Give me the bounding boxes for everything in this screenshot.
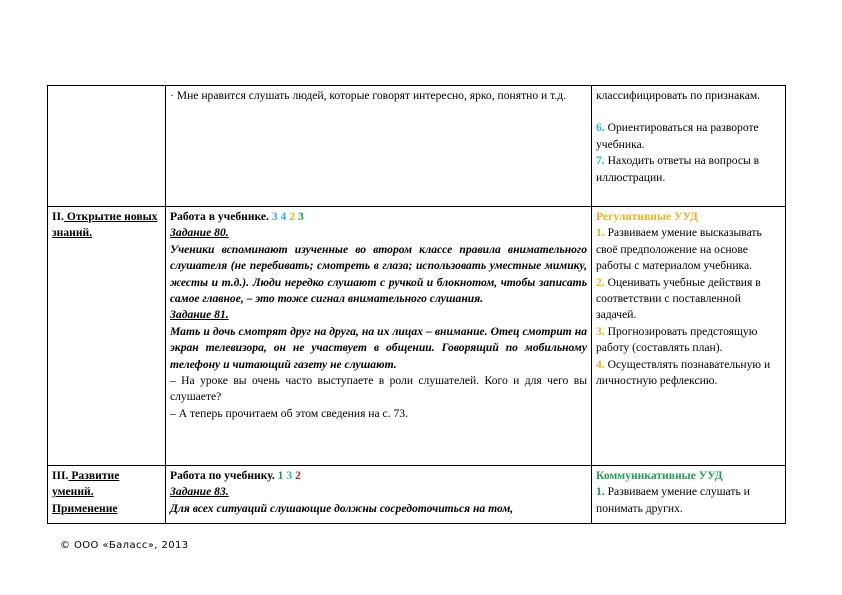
uud-header: Коммуникативные УУД xyxy=(596,469,723,482)
activity-cell xyxy=(166,86,592,207)
work-label: Работа в учебнике. xyxy=(170,210,272,223)
uud-cell xyxy=(592,466,786,524)
table-row xyxy=(48,86,786,207)
task-text: Ученики вспоминают изученные во втором классе правила внимательного слушателя (не перебивать; смотреть в глаза; использовать уместные мимику, жесты и т.д.). Люди нередко слушают с ручкой и блокнотом, чтобы записать самое главное, – это тоже сигнал внимательного слушания. xyxy=(170,242,587,306)
task-title: Задание 81. xyxy=(170,308,229,322)
task-title: Задание 80. xyxy=(170,226,229,240)
uud-cell xyxy=(592,86,786,207)
stage-cell xyxy=(48,466,166,524)
item-text: Прогнозировать предстоящую работу (составлять план). xyxy=(596,324,758,355)
skill-mark: 1 xyxy=(277,469,284,482)
table-row xyxy=(48,207,786,466)
activity-cell xyxy=(166,207,592,466)
item-number: 7. xyxy=(596,154,605,168)
statement-text: · Мне нравится слушать людей, которые говорят интересно, ярко, понятно и т.д. xyxy=(170,89,567,102)
skill-mark: 2 xyxy=(289,210,296,223)
table-row xyxy=(48,466,786,524)
stage-title xyxy=(52,209,161,242)
skill-mark: 3 xyxy=(271,210,278,223)
uud-item xyxy=(596,120,781,153)
item-text: Развиваем умение слушать и понимать других. xyxy=(596,485,750,515)
uud-cell xyxy=(592,207,786,466)
task-text: Для всех ситуаций слушающие должны сосредоточиться на том, xyxy=(170,501,514,515)
question-text: – На уроке вы очень часто выступаете в роли слушателей. Кого и для чего вы слушаете? xyxy=(170,374,587,404)
skill-mark: 3 xyxy=(286,469,293,482)
skill-mark: 2 xyxy=(295,469,301,482)
item-number: 2. xyxy=(596,275,605,289)
item-text: Находить ответы на вопросы в иллюстрации. xyxy=(596,154,760,184)
item-number: 1. xyxy=(596,226,605,240)
work-label: Работа по учебнику. xyxy=(170,469,278,482)
item-number: 6. xyxy=(596,121,605,135)
uud-line: классифицировать по признакам. xyxy=(596,89,761,102)
uud-item xyxy=(596,275,781,324)
uud-item xyxy=(596,153,781,186)
stage-number: III. xyxy=(52,469,69,482)
stage-name: Развитие умений. Применение xyxy=(52,469,120,515)
item-number: 3. xyxy=(596,324,605,338)
stage-number: II. xyxy=(52,210,64,223)
uud-item xyxy=(596,357,781,390)
item-text: Оценивать учебные действия в соответствии с поставленной задачей. xyxy=(596,275,761,322)
uud-item xyxy=(596,484,781,517)
item-number: 1. xyxy=(596,485,605,499)
lesson-plan-table xyxy=(47,85,786,524)
item-text: Осуществлять познавательную и личностную рефлексию. xyxy=(596,357,771,388)
uud-item xyxy=(596,225,781,274)
item-text: Ориентироваться на развороте учебника. xyxy=(596,121,759,151)
question-text: – А теперь прочитаем об этом сведения на с. 73. xyxy=(170,406,408,420)
copyright-footer: © ООО «Баласс», 2013 xyxy=(60,540,189,551)
stage-cell xyxy=(48,86,166,207)
uud-header: Регулятивные УУД xyxy=(596,210,698,223)
task-title: Задание 83. xyxy=(170,485,229,499)
stage-title xyxy=(52,468,161,517)
task-text: Мать и дочь смотрят друг на друга, на их лицах – внимание. Отец смотрит на экран телевизора, он не участвует в общении. Говорящий по мобильному телефону и читающий газету не слушают. xyxy=(170,324,587,371)
stage-name: Открытие новых знаний. xyxy=(52,210,158,240)
skill-mark: 3 xyxy=(297,210,304,223)
stage-cell xyxy=(48,207,166,466)
item-text: Развиваем умение высказывать своё предположение на основе работы с материалом учебника. xyxy=(596,226,762,273)
item-number: 4. xyxy=(596,357,605,371)
skill-mark: 4 xyxy=(280,210,287,223)
activity-cell xyxy=(166,466,592,524)
uud-item xyxy=(596,324,781,357)
